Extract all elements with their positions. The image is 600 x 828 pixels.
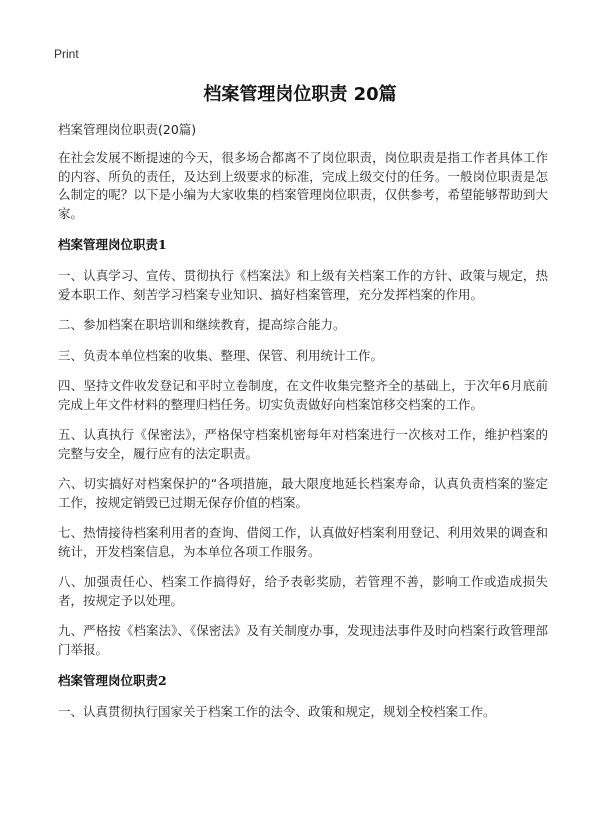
section-heading: 档案管理岗位职责2 — [58, 673, 167, 688]
document-subtitle: 档案管理岗位职责(20篇) — [58, 122, 197, 137]
document-body — [58, 121, 548, 734]
list-item: 八、加强责任心、档案工作搞得好，给予表彰奖励，若管理不善，影响工作或造成损失者，按规定予以处理。 — [58, 574, 548, 608]
intro-paragraph: 在社会发展不断提速的今天，很多场合都离不了岗位职责，岗位职责是指工作者具体工作的内容、所负的责任，及达到上级要求的标准，完成上级交付的任务。一般岗位职责是怎么制定的呢？以下是小编为大家收集的档案管理岗位职责，仅供参考，希望能够帮助到大家。 — [58, 150, 548, 221]
list-item: 一、认真贯彻执行国家关于档案工作的法令、政策和规定，规划全校档案工作。 — [58, 704, 496, 719]
list-item: 三、负责本单位档案的收集、整理、保管、利用统计工作。 — [58, 347, 384, 363]
list-item: 六、切实搞好对档案保护的“各项措施，最大限度地延长档案寿命，认真负责档案的鉴定工作，按规定销毁已过期无保存价值的档案。 — [58, 476, 548, 510]
list-item: 五、认真执行《保密法》，严格保守档案机密每年对档案进行一次核对工作，维护档案的完整与安全，履行应有的法定职责。 — [58, 427, 548, 461]
list-item: 九、严格按《档案法》、《保密法》及有关制度办事，发现违法事件及时向档案行政管理部门举报。 — [58, 623, 548, 657]
page-title: 档案管理岗位职责 20篇 — [203, 84, 397, 105]
section-heading: 档案管理岗位职责1 — [58, 237, 167, 252]
list-item: 七、热情接待档案利用者的查询、借阅工作，认真做好档案利用登记、利用效果的调查和统计，开发档案信息，为本单位各项工作服务。 — [58, 525, 548, 559]
list-item: 四、坚持文件收发登记和平时立卷制度，在文件收集完整齐全的基础上，于次年6月底前完成上年文件材料的整理归档任务。切实负责做好向档案馆移交档案的工作。 — [58, 378, 548, 412]
list-item: 一、认真学习、宣传、贯彻执行《档案法》和上级有关档案工作的方针、政策与规定，热爱本职工作、刻苦学习档案专业知识、搞好档案管理，充分发挥档案的作用。 — [58, 268, 548, 302]
list-item: 二、参加档案在职培训和继续教育，提高综合能力。 — [58, 317, 346, 332]
print-link[interactable]: Print — [54, 47, 79, 61]
